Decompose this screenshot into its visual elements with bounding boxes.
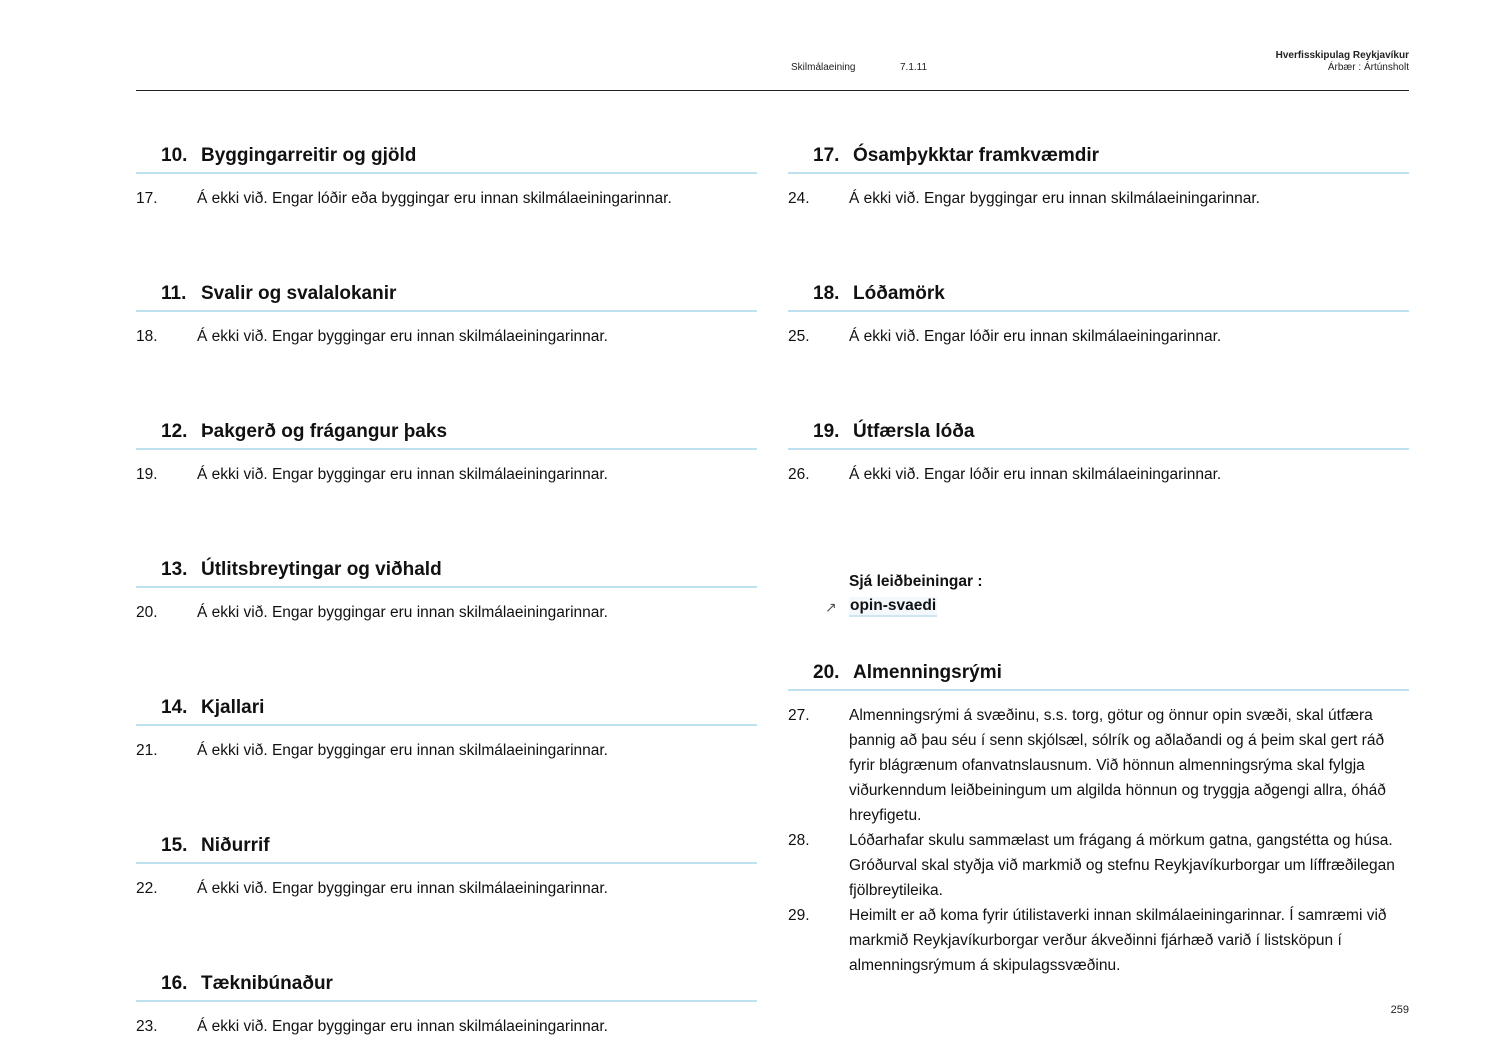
section-20 (788, 655, 1409, 978)
section-number: 14. (161, 697, 188, 718)
section-17 (788, 138, 1409, 211)
header-section-label: Skilmálaeining (791, 62, 856, 73)
clause (788, 828, 1409, 903)
section-title: Almenningsrými (853, 662, 1002, 683)
page-header (136, 0, 1409, 91)
header-section-code: 7.1.11 (900, 62, 928, 73)
clause-number: 19. (136, 466, 158, 483)
section-heading (788, 276, 1409, 312)
section-number: 13. (161, 559, 188, 580)
section-11 (136, 276, 757, 349)
right-column (788, 138, 1409, 978)
clause-text: Á ekki við. Engar lóðir eru innan skilmálaeiningarinnar. (849, 328, 1222, 345)
guideline-link[interactable]: opin-svaedi (849, 597, 937, 617)
clause-number: 21. (136, 742, 158, 759)
section-14 (136, 690, 757, 763)
section-title: Lóðamörk (853, 283, 945, 304)
page-number: 259 (1390, 1004, 1409, 1016)
section-16 (136, 966, 757, 1039)
see-also-block (788, 487, 1409, 615)
clause (788, 703, 1409, 828)
clause-number: 28. (788, 832, 810, 849)
section-heading (136, 552, 757, 588)
clause (136, 1014, 757, 1039)
clause-number: 23. (136, 1018, 158, 1035)
clause (788, 186, 1409, 211)
section-heading (788, 414, 1409, 450)
clause-number: 18. (136, 328, 158, 345)
section-number: 15. (161, 835, 188, 856)
clause-text: Á ekki við. Engar byggingar eru innan skilmálaeiningarinnar. (849, 190, 1260, 207)
section-heading (788, 138, 1409, 174)
section-number: 17. (813, 145, 840, 166)
section-title: Útfærsla lóða (853, 421, 975, 442)
section-heading (136, 138, 757, 174)
section-number: 11. (161, 283, 187, 304)
section-number: 12. (161, 421, 188, 442)
clause-number: 22. (136, 880, 158, 897)
clause (788, 462, 1409, 487)
section-number: 18. (813, 283, 840, 304)
section-title: Svalir og svalalokanir (201, 283, 397, 304)
clause-text: Á ekki við. Engar byggingar eru innan skilmálaeiningarinnar. (197, 1018, 608, 1035)
section-heading (788, 655, 1409, 691)
header-title: Hverfisskipulag Reykjavíkur (1275, 50, 1409, 61)
section-15 (136, 828, 757, 901)
section-heading (136, 276, 757, 312)
section-title: Tæknibúnaður (201, 973, 333, 994)
section-title: Kjallari (201, 697, 265, 718)
external-link-arrow-icon: ↗ (825, 599, 837, 615)
section-heading (136, 966, 757, 1002)
section-number: 19. (813, 421, 840, 442)
section-12 (136, 414, 757, 487)
clause-text: Á ekki við. Engar byggingar eru innan skilmálaeiningarinnar. (197, 466, 608, 483)
see-also-label: Sjá leiðbeiningar : (849, 573, 983, 590)
header-document-title (1276, 50, 1409, 74)
clause (788, 903, 1409, 978)
left-column (136, 138, 757, 1039)
section-number: 10. (161, 145, 188, 166)
section-18 (788, 276, 1409, 349)
section-number: 20. (813, 662, 840, 683)
clause-number: 29. (788, 907, 810, 924)
section-number: 16. (161, 973, 188, 994)
clause-number: 20. (136, 604, 158, 621)
clause-text: Á ekki við. Engar lóðir eða byggingar eru innan skilmálaeiningarinnar. (197, 190, 672, 207)
clause-number: 27. (788, 707, 810, 724)
clause (136, 186, 757, 211)
section-heading (136, 414, 757, 450)
clause (136, 876, 757, 901)
clause-text: Á ekki við. Engar byggingar eru innan skilmálaeiningarinnar. (197, 880, 608, 897)
header-subtitle: Árbær : Ártúnsholt (1327, 62, 1409, 73)
section-heading (136, 828, 757, 864)
section-13 (136, 552, 757, 625)
clause (136, 324, 757, 349)
clause-text: Á ekki við. Engar byggingar eru innan skilmálaeiningarinnar. (197, 742, 608, 759)
section-title: Byggingarreitir og gjöld (201, 145, 417, 166)
clause-text: Á ekki við. Engar byggingar eru innan skilmálaeiningarinnar. (197, 604, 608, 621)
clause-text: Lóðarhafar skulu sammælast um frágang á mörkum gatna, gangstétta og húsa. Gróðurval skal styðja við markmið og stefnu Reykjavíkurborgar um líffræðilegan fjölbreytileika. (849, 832, 1395, 899)
clause-text: Á ekki við. Engar byggingar eru innan skilmálaeiningarinnar. (197, 328, 608, 345)
clause-text: Heimilt er að koma fyrir útilistaverki innan skilmálaeiningarinnar. Í samræmi við markmið Reykjavíkurborgar verður ákveðinni fjárhæð varið í listsköpun í almenningsrýmum á skipulagssvæðinu. (849, 907, 1387, 974)
section-title: Útlitsbreytingar og viðhald (201, 559, 442, 580)
section-10 (136, 138, 757, 211)
clause (788, 324, 1409, 349)
clause (136, 462, 757, 487)
clause-number: 17. (136, 190, 158, 207)
clause-text: Almenningsrými á svæðinu, s.s. torg, götur og önnur opin svæði, skal útfæra þannig að þau séu í senn skjólsæl, sólrík og aðlaðandi og á þeim skal gert ráð fyrir blágrænum ofanvatnslausnum. Við hönnun almenningsrýma skal fylgja viðurkenndum leiðbeiningum um algilda hönnun og tryggja aðgengi allra, óháð hreyfigetu. (849, 707, 1386, 824)
clause (136, 738, 757, 763)
clause-number: 24. (788, 190, 810, 207)
clause-text: Á ekki við. Engar lóðir eru innan skilmálaeiningarinnar. (849, 466, 1222, 483)
section-title: Þakgerð og frágangur þaks (201, 421, 448, 442)
section-title: Ósamþykktar framkvæmdir (853, 145, 1100, 166)
section-title: Niðurrif (201, 835, 270, 856)
section-19 (788, 414, 1409, 487)
clause-number: 26. (788, 466, 810, 483)
clause (136, 600, 757, 625)
clause-number: 25. (788, 328, 810, 345)
section-heading (136, 690, 757, 726)
